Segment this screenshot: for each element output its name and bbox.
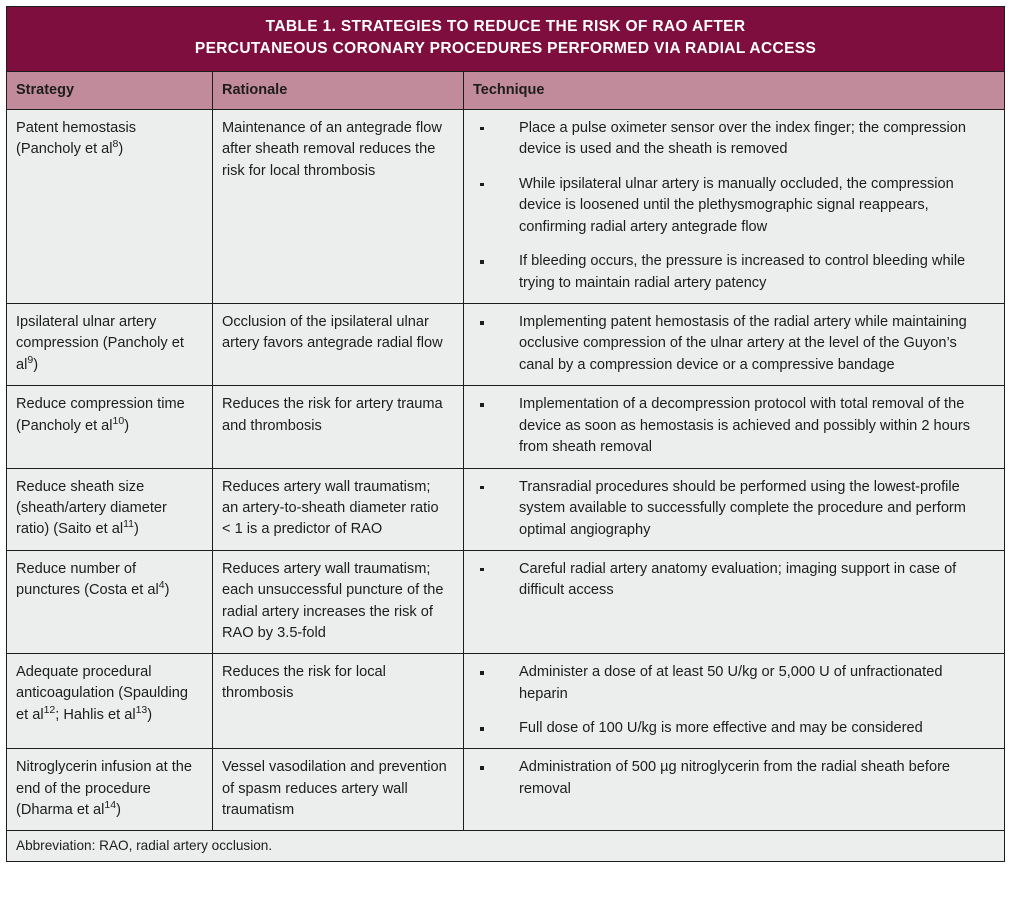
table-title (7, 7, 1005, 72)
cell-technique (464, 386, 1005, 468)
strategy-text-tail: ) (118, 141, 124, 158)
technique-list-item: Careful radial artery anatomy evaluation; imaging support in case of difficult access (476, 559, 990, 602)
reference-marker: 4 (158, 579, 165, 592)
cell-rationale: Reduces artery wall traumatism; each unsuccessful puncture of the radial artery increases the risk of RAO by 3.5-fold (213, 550, 464, 653)
technique-list-item: Place a pulse oximeter sensor over the index finger; the compression device is used and the sheath is removed (476, 118, 990, 161)
strategies-table (6, 6, 1005, 862)
table-title-row (7, 7, 1005, 72)
table-row (7, 550, 1005, 653)
cell-technique (464, 550, 1005, 653)
strategy-text-tail: ) (124, 417, 130, 434)
technique-list-item: Transradial procedures should be performed using the lowest-profile system available to successfully complete the procedure and perform optimal angiography (476, 477, 990, 541)
reference-marker: 11 (123, 518, 134, 531)
technique-list (476, 757, 990, 800)
cell-rationale: Occlusion of the ipsilateral ulnar artery favors antegrade radial flow (213, 304, 464, 386)
table-footnote-row (7, 831, 1005, 862)
table-body (7, 109, 1005, 861)
strategy-text-tail: ) (116, 802, 121, 819)
reference-marker: 9 (27, 353, 34, 366)
reference-marker: 10 (112, 414, 125, 427)
strategy-text-tail: ) (147, 706, 153, 723)
cell-strategy: Reduce compression time (Pancholy et $al^{10}$) (7, 386, 213, 468)
technique-list-item: Implementation of a decompression protocol with total removal of the device as soon as hemostasis is achieved and possibly within 2 hours from sheath removal (476, 394, 990, 458)
technique-list (476, 662, 990, 739)
technique-list (476, 394, 990, 458)
reference-marker: 8 (112, 138, 119, 151)
table-footnote: Abbreviation: RAO, radial artery occlusion. (7, 831, 1005, 862)
column-header-technique: Technique (464, 71, 1005, 109)
cell-strategy: Nitroglycerin infusion at the end of the procedure (Dharma et $al^{14}$) (7, 749, 213, 831)
strategy-text-tail: ) (33, 356, 39, 373)
table-row (7, 654, 1005, 749)
column-header-rationale: Rationale (213, 71, 464, 109)
cell-rationale: Maintenance of an antegrade flow after sheath removal reduces the risk for local thrombosis (213, 109, 464, 303)
technique-list-item: Full dose of 100 U/kg is more effective and may be considered (476, 718, 990, 739)
table-title-line-2: PERCUTANEOUS CORONARY PROCEDURES PERFORMED VIA RADIAL ACCESS (194, 40, 817, 58)
cell-rationale: Reduces artery wall traumatism; an artery-to-sheath diameter ratio < 1 is a predictor of RAO (213, 468, 464, 550)
table-row (7, 468, 1005, 550)
table-row (7, 749, 1005, 831)
table-row (7, 304, 1005, 386)
cell-strategy: Ipsilateral ulnar artery compression (Pancholy et $al^9$) (7, 304, 213, 386)
cell-strategy: Patent hemostasis (Pancholy et $al^8$) (7, 109, 213, 303)
cell-technique (464, 304, 1005, 386)
cell-strategy: Reduce sheath size (sheath/artery diameter ratio) (Saito et $al^{11}$) (7, 468, 213, 550)
cell-rationale: Reduces the risk for artery trauma and thrombosis (213, 386, 464, 468)
technique-list-item: If bleeding occurs, the pressure is increased to control bleeding while trying to maintain radial artery patency (476, 251, 990, 294)
technique-list-item: Administration of 500 µg nitroglycerin from the radial sheath before removal (476, 757, 990, 800)
column-header-strategy: Strategy (7, 71, 213, 109)
reference-marker: 12 (43, 703, 56, 716)
technique-list-item: While ipsilateral ulnar artery is manually occluded, the compression device is loosened until the plethysmographic signal reappears, confirming radial artery antegrade flow (476, 174, 990, 238)
table-row (7, 386, 1005, 468)
column-header-row (7, 71, 1005, 109)
cell-rationale: Reduces the risk for local thrombosis (213, 654, 464, 749)
technique-list (476, 477, 990, 541)
technique-list (476, 118, 990, 294)
cell-strategy: Reduce number of punctures (Costa et $al^4$) (7, 550, 213, 653)
strategy-text-continued: ; Hahlis et al (55, 706, 136, 723)
strategy-text-tail: ) (164, 582, 170, 599)
cell-strategy: Adequate procedural anticoagulation (Spaulding et $al^{12}$; Hahlis et $al^{13}$) (7, 654, 213, 749)
strategy-text-tail: ) (133, 521, 139, 538)
technique-list (476, 559, 990, 602)
cell-rationale: Vessel vasodilation and prevention of spasm reduces artery wall traumatism (213, 749, 464, 831)
cell-technique (464, 468, 1005, 550)
technique-list (476, 312, 990, 376)
cell-technique (464, 109, 1005, 303)
reference-marker: 14 (104, 799, 117, 812)
technique-list-item: Implementing patent hemostasis of the radial artery while maintaining occlusive compression of the ulnar artery at the level of the Guyon’s canal by a compression device or a compressive bandage (476, 312, 990, 376)
table-head (7, 7, 1005, 110)
technique-list-item: Administer a dose of at least 50 U/kg or 5,000 U of unfractionated heparin (476, 662, 990, 705)
reference-marker: 13 (135, 703, 148, 716)
table-row (7, 109, 1005, 303)
cell-technique (464, 654, 1005, 749)
cell-technique (464, 749, 1005, 831)
table-title-line-1: TABLE 1. STRATEGIES TO REDUCE THE RISK OF RAO AFTER (265, 18, 746, 35)
